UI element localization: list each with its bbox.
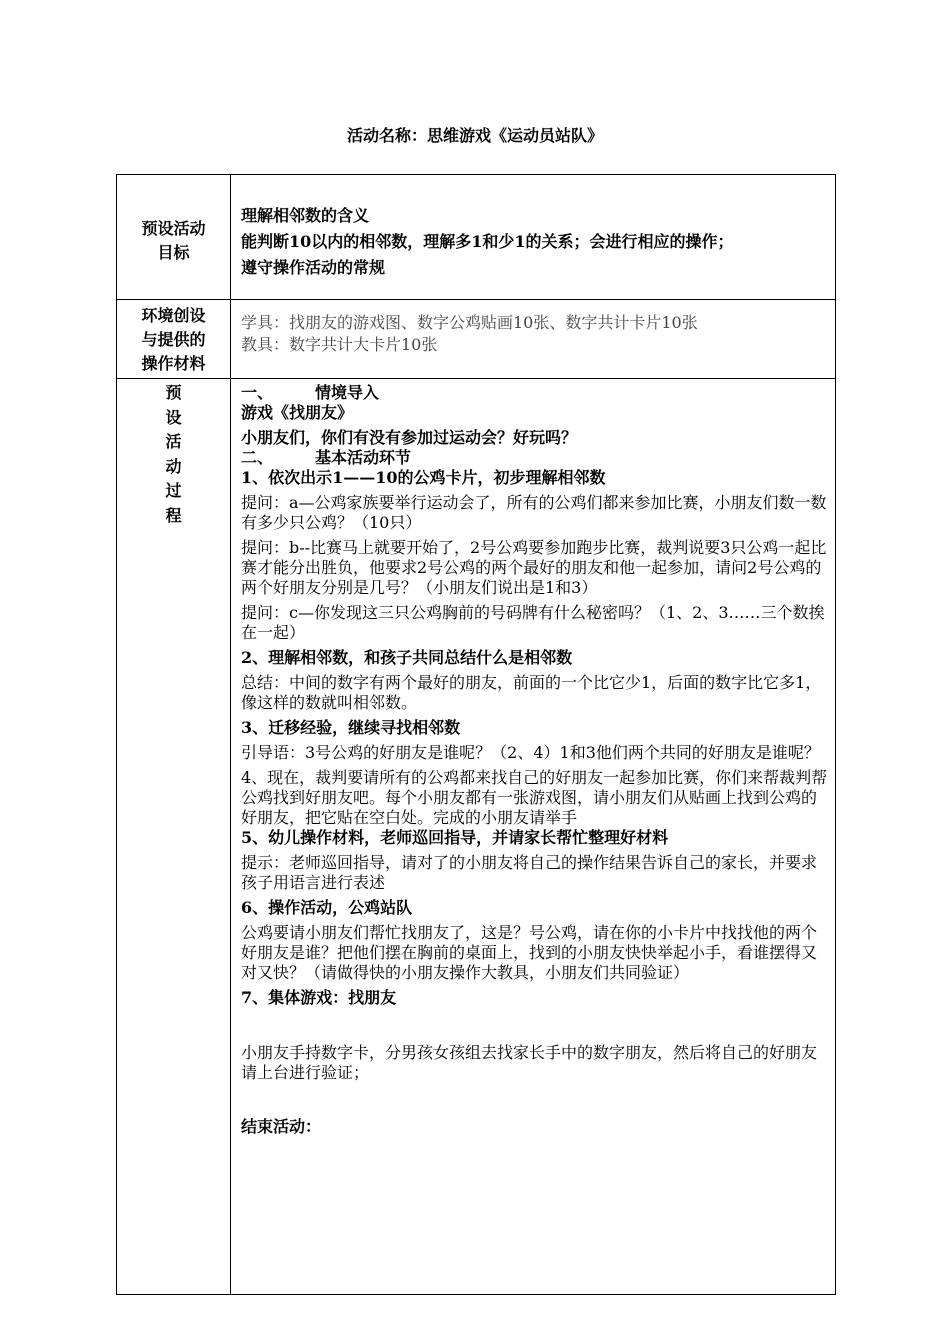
materials-line: 学具：找朋友的游戏图、数字公鸡贴画10张、数字共计卡片10张 — [241, 313, 698, 332]
step-heading: 2、理解相邻数，和孩子共同总结什么是相邻数 — [241, 648, 573, 667]
goals-text — [231, 175, 835, 281]
materials-line: 教具：数字共计大卡片10张 — [241, 335, 438, 354]
question-a: 提问：a—公鸡家族要举行运动会了，所有的公鸡们都来参加比赛，小朋友们数一数有多少只公鸡？（10只） — [241, 493, 827, 532]
table-row-process — [117, 379, 836, 1295]
row-label: 预 设 活 动 过 程 — [165, 383, 182, 525]
step-seven-text: 小朋友手持数字卡，分男孩女孩组去找家长手中的数字朋友，然后将自己的好朋友请上台进行验证； — [241, 1043, 818, 1082]
step-heading: 5、幼儿操作材料，老师巡回指导，并请家长帮忙整理好材料 — [241, 828, 669, 847]
goal-line: 遵守操作活动的常规 — [241, 258, 386, 277]
goal-line: 理解相邻数的含义 — [241, 206, 370, 225]
process-text — [231, 379, 835, 1137]
spacer — [241, 1008, 829, 1038]
goal-line: 能判断10以内的相邻数，理解多1和少1的关系；会进行相应的操作； — [241, 232, 734, 251]
label-cell-goals — [117, 175, 231, 300]
content-cell-process — [231, 379, 836, 1295]
guide-text: 引导语：3号公鸡的好朋友是谁呢？（2、4）1和3他们两个共同的好朋友是谁呢？ — [241, 743, 820, 762]
table-row-goals — [117, 175, 836, 300]
content-cell-goals — [231, 175, 836, 300]
row-label: 预设活动 目标 — [141, 219, 206, 262]
step-heading: 3、迁移经验，继续寻找相邻数 — [241, 718, 461, 737]
step-heading: 6、操作活动，公鸡站队 — [241, 898, 413, 917]
row-label: 环境创设 与提供的 操作材料 — [141, 306, 206, 373]
step-heading: 7、集体游戏：找朋友 — [241, 988, 397, 1007]
hint-text: 提示：老师巡回指导，请对了的小朋友将自己的操作结果告诉自己的家长，并要求孩子用语言进行表述 — [241, 853, 818, 892]
page-title: 活动名称：思维游戏《运动员站队》 — [346, 126, 603, 145]
question-c: 提问：c—你发现这三只公鸡胸前的号码牌有什么秘密吗？（1、2、3……三个数挨在一起） — [241, 603, 825, 642]
content-cell-materials — [231, 300, 836, 379]
lesson-plan-table — [116, 174, 836, 1295]
materials-text — [231, 300, 835, 356]
ending-heading: 结束活动： — [241, 1117, 322, 1136]
step-heading: 1、依次出示1——10的公鸡卡片，初步理解相邻数 — [241, 468, 606, 487]
spacer — [241, 1083, 829, 1117]
table-row-materials — [117, 300, 836, 379]
label-cell-materials — [117, 300, 231, 379]
game-title: 游戏《找朋友》 — [241, 403, 354, 422]
step-four-text: 4、现在，裁判要请所有的公鸡都来找自己的好朋友一起参加比赛，你们来帮裁判帮公鸡找到好朋友吧。每个小朋友都有一张游戏图，请小朋友们从贴画上找到公鸡的好朋友，把它贴在空白处。完成的小朋友请举手 — [241, 768, 828, 827]
section-heading: 二、 基本活动环节 — [241, 448, 412, 467]
label-cell-process — [117, 379, 231, 1295]
section-heading: 一、 情境导入 — [241, 383, 380, 402]
intro-line: 小朋友们，你们有没有参加过运动会？好玩吗？ — [241, 428, 578, 447]
question-b: 提问：b--比赛马上就要开始了，2号公鸡要参加跑步比赛，裁判说要3只公鸡一起比赛才能分出胜负，他要求2号公鸡的两个最好的朋友和他一起参加，请问2号公鸡的两个好朋友分别是几号？（小朋友们说出是1和3） — [241, 538, 827, 597]
summary-text: 总结：中间的数字有两个最好的朋友，前面的一个比它少1，后面的数字比它多1，像这样的数就叫相邻数。 — [241, 673, 822, 712]
step-six-text: 公鸡要请小朋友们帮忙找朋友了，这是？号公鸡，请在你的小卡片中找找他的两个好朋友是谁？把他们摆在胸前的桌面上，找到的小朋友快快举起小手，看谁摆得又对又快？（请做得快的小朋友操作大教具，小朋友们共同验证） — [241, 923, 818, 982]
